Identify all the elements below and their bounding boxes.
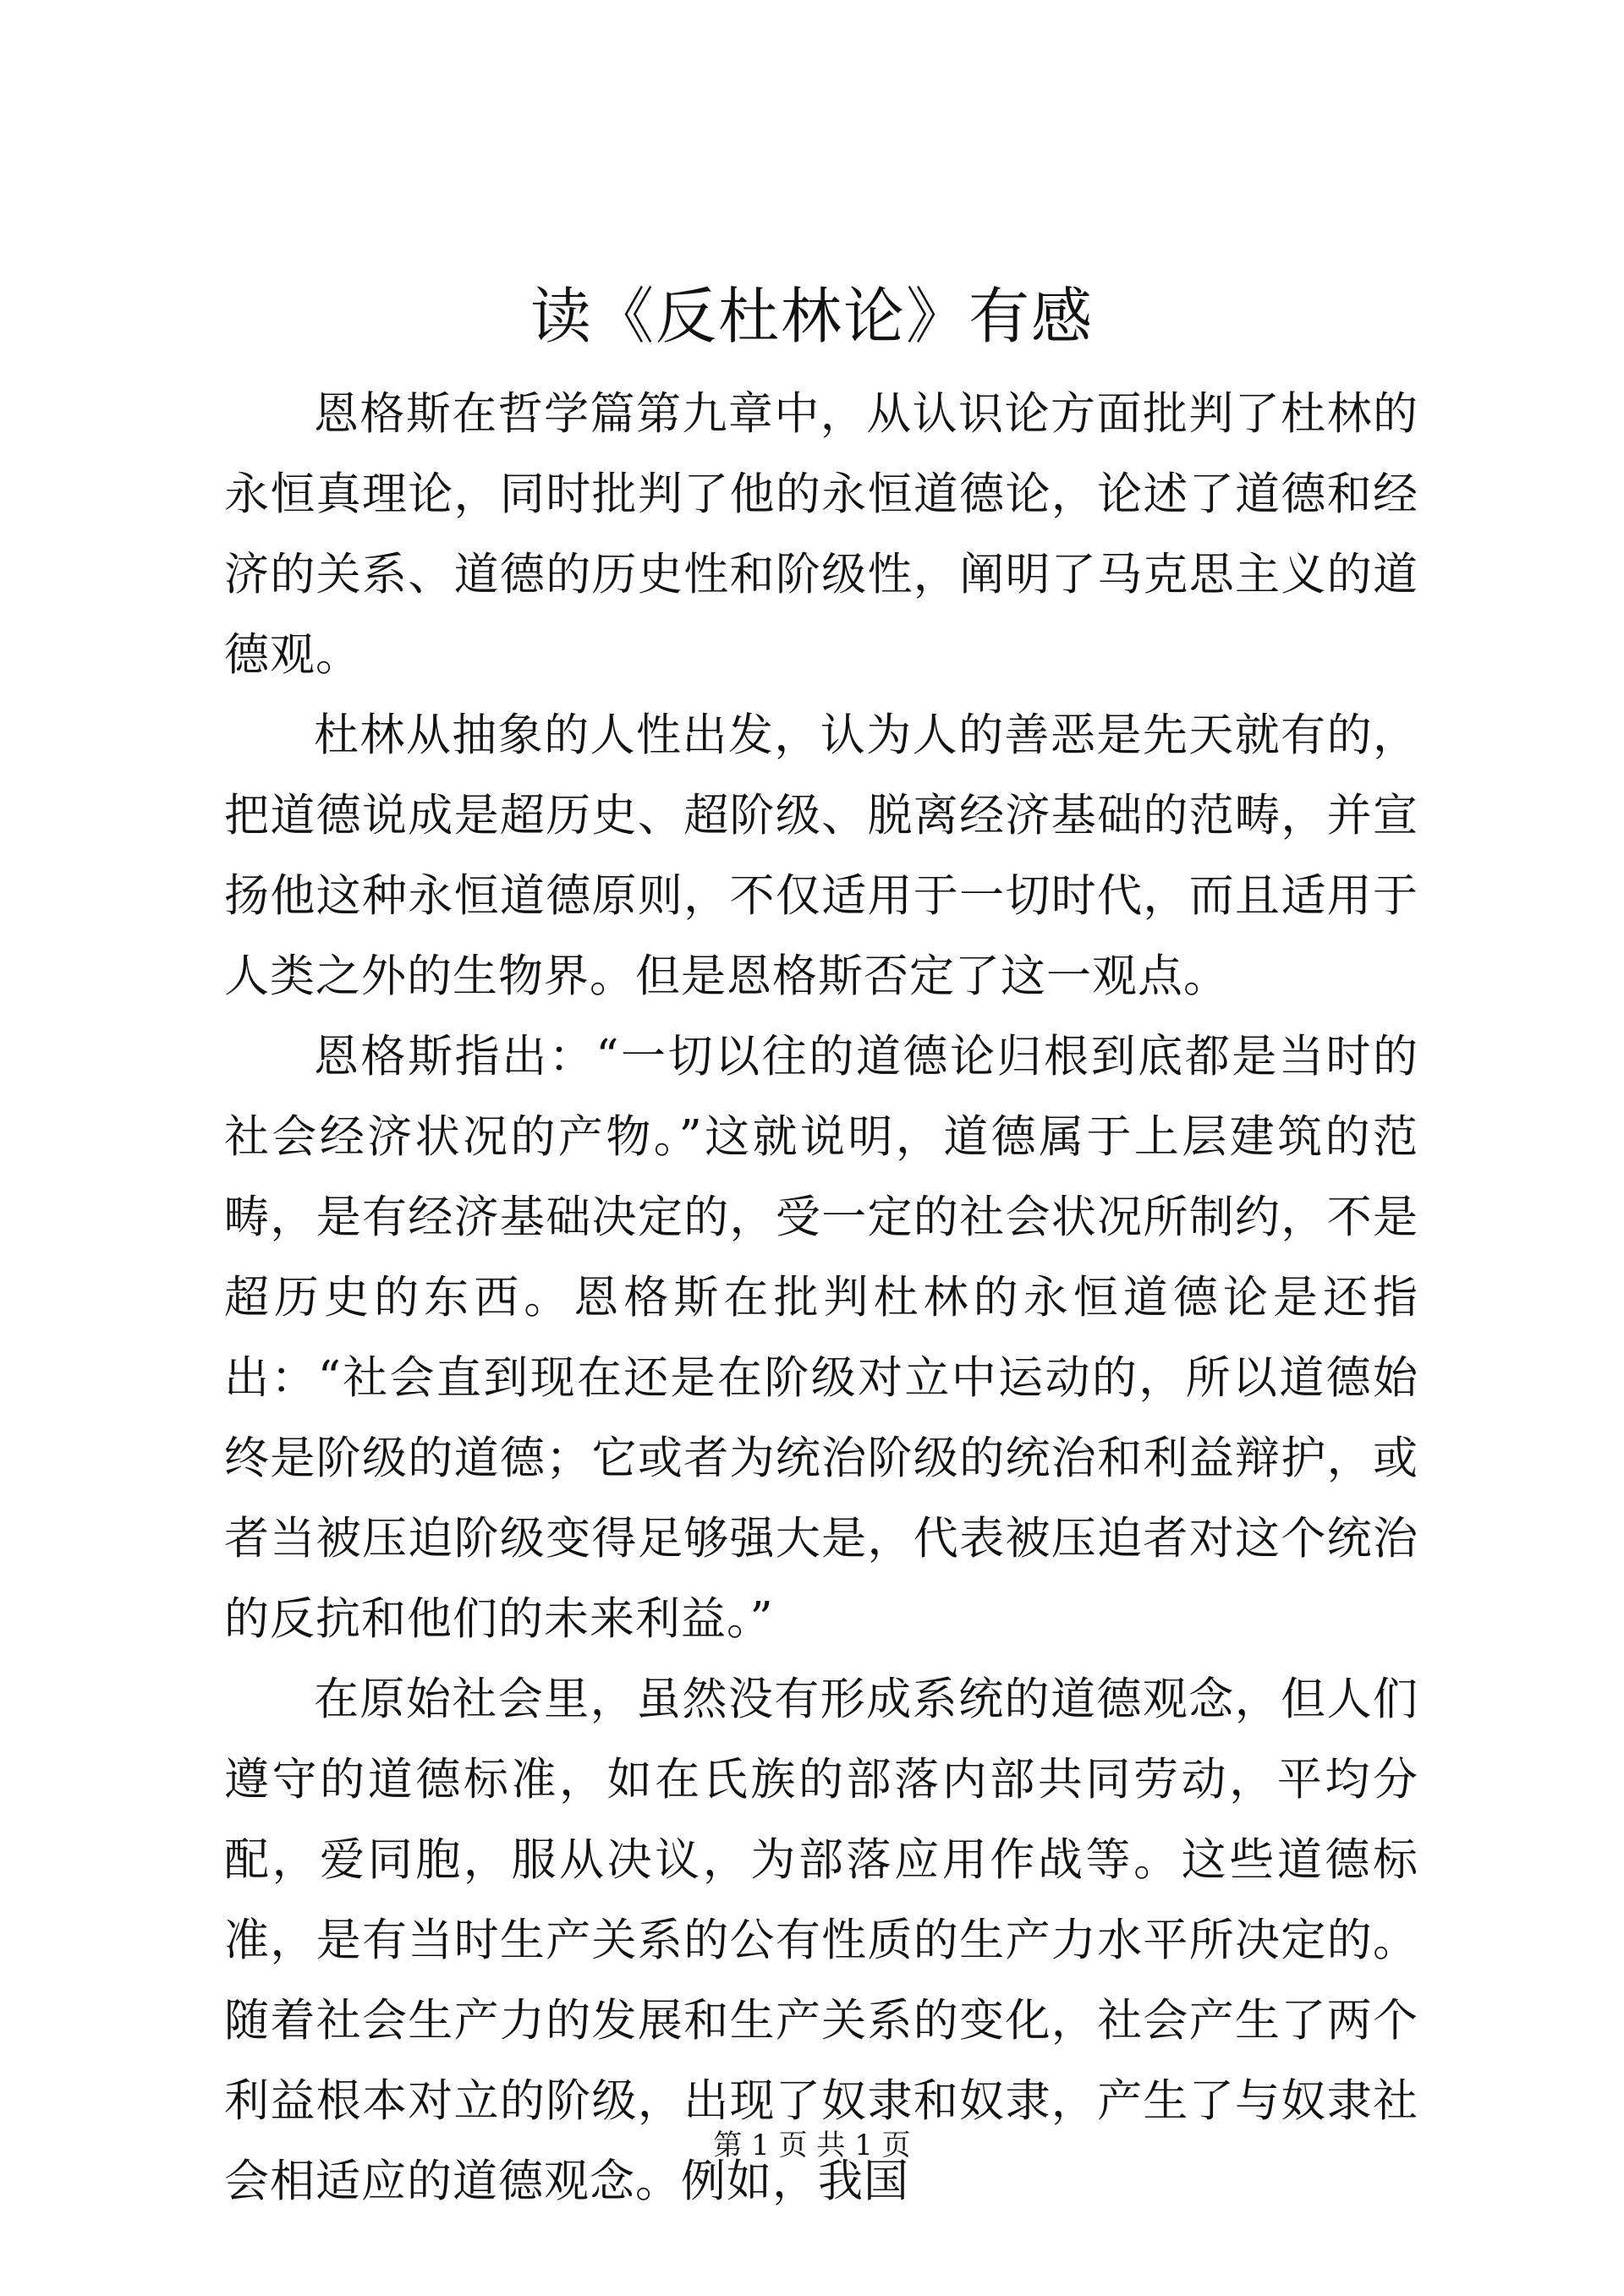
page-footer: 第 1 页 共 1 页 [713,2129,911,2162]
document-title: 读《反杜林论》有感 [529,281,1094,352]
paragraph-2: 杜林从抽象的人性出发，认为人的善恶是先天就有的，把道德说成是超历史、超阶级、脱离经济基础的范畴，并宣扬他这种永恒道德原则，不仅适用于一切时代，而且适用于人类之外的生物界。但是恩格斯否定了这一观点。 [224,710,1418,1002]
paragraph-4: 在原始社会里，虽然没有形成系统的道德观念，但人们遵守的道德标准，如在氏族的部落内部共同劳动，平均分配，爱同胞，服从决议，为部落应用作战等。这些道德标准，是有当时生产关系的公有性质的生产力水平所决定的。随着社会生产力的发展和生产关系的变化，社会产生了两个利益根本对立的阶级，出现了奴隶和奴隶，产生了与奴隶社会相适应的道德观念。例如，我国 [224,1674,1418,2207]
document-body [224,374,1418,2222]
paragraph-1: 恩格斯在哲学篇第九章中，从认识论方面批判了杜林的永恒真理论，同时批判了他的永恒道德论，论述了道德和经济的关系、道德的历史性和阶级性，阐明了马克思主义的道德观。 [224,388,1418,681]
paragraph-3: 恩格斯指出：“一切以往的道德论归根到底都是当时的社会经济状况的产物。”这就说明，道德属于上层建筑的范畴，是有经济基础决定的，受一定的社会状况所制约，不是超历史的东西。恩格斯在批判杜林的永恒道德论是还指出：“社会直到现在还是在阶级对立中运动的，所以道德始终是阶级的道德；它或者为统治阶级的统治和利益辩护，或者当被压迫阶级变得足够强大是，代表被压迫者对这个统治的反抗和他们的未来利益。” [224,1031,1418,1645]
